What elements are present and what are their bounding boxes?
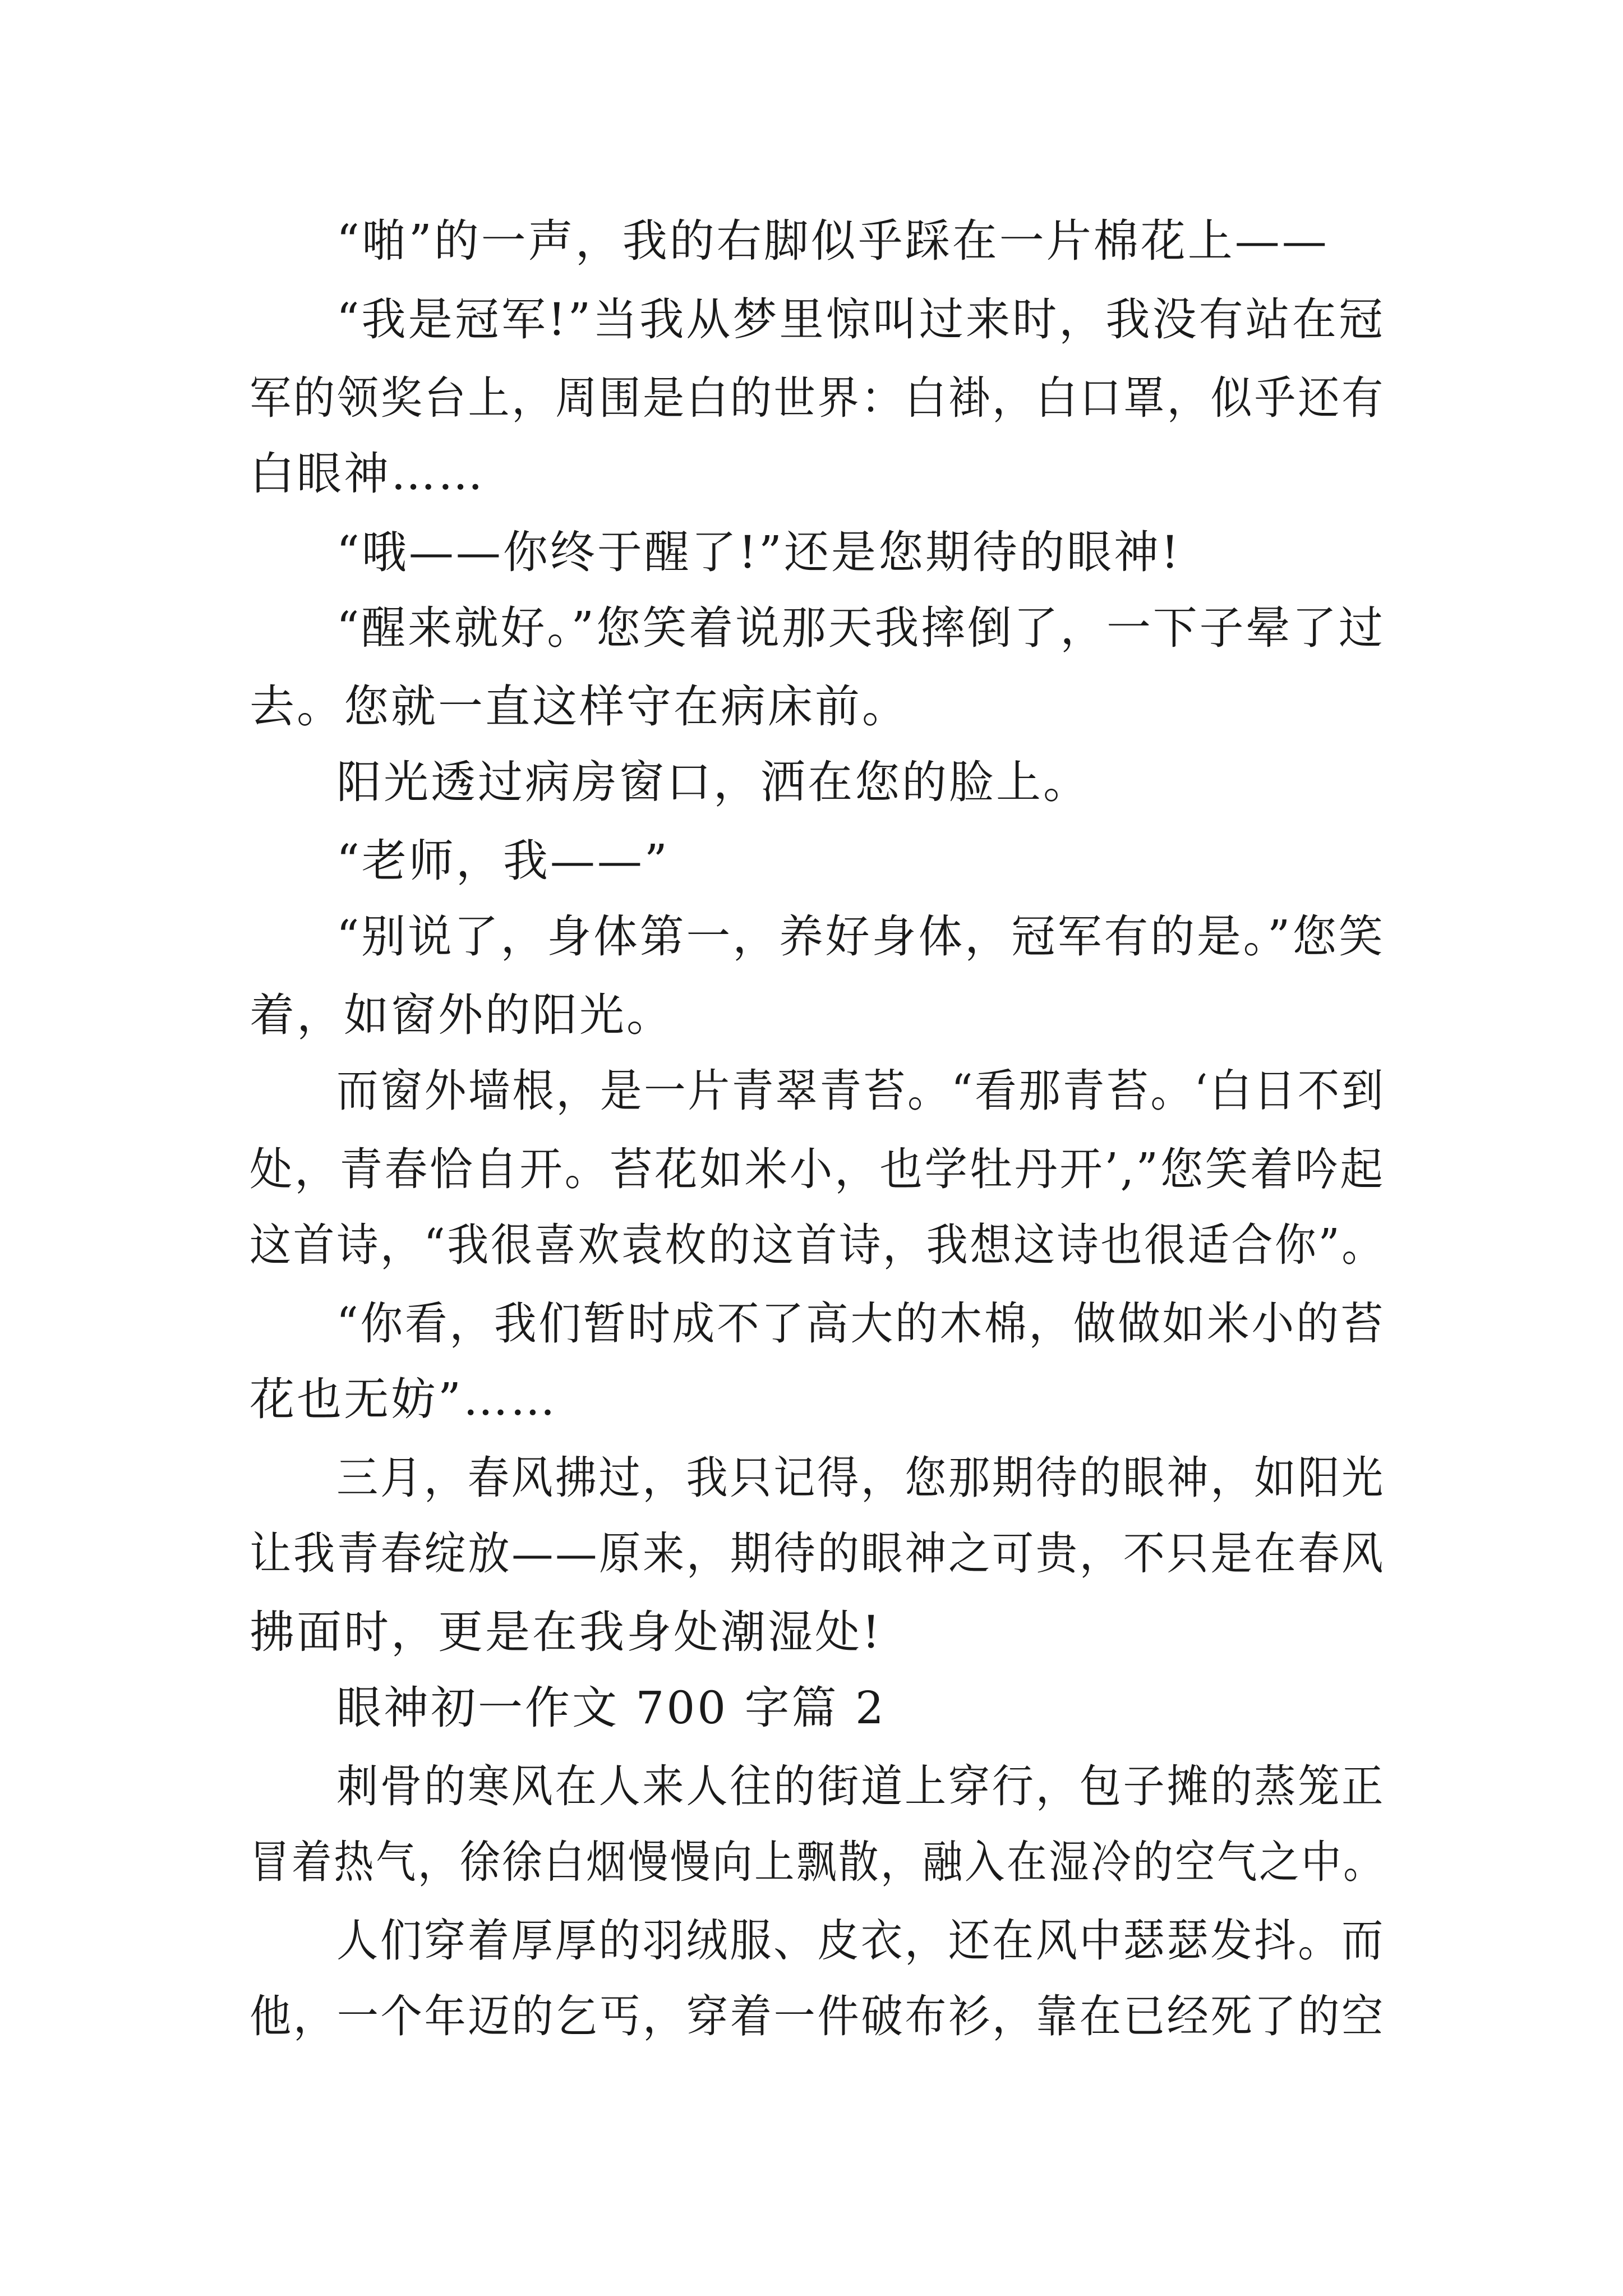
essay-line: “老师，我——” — [336, 835, 670, 887]
essay-line: 白眼神…… — [250, 448, 485, 500]
essay-line: 冒着热气，徐徐白烟慢慢向上飘散，融入在湿冷的空气之中。 — [250, 1836, 1386, 1888]
essay-line: “别说了，身体第一，养好身体，冠军有的是。”您笑 — [336, 910, 1385, 963]
essay-line: 阳光透过病房窗口，洒在您的脸上。 — [336, 756, 1090, 808]
essay-line: 三月，春风拂过，我只记得，您那期待的眼神，如阳光 — [336, 1452, 1386, 1504]
essay-section-heading: 眼神初一作文 700 字篇 2 — [336, 1682, 886, 1734]
essay-line: 刺骨的寒风在人来人往的街道上穿行，包子摊的蒸笼正 — [336, 1760, 1386, 1812]
essay-line: 这首诗，“我很喜欢袁枚的这首诗，我想这诗也很适合你”。 — [250, 1219, 1385, 1271]
essay-line: 让我青春绽放——原来，期待的眼神之可贵，不只是在春风 — [250, 1527, 1386, 1580]
essay-line: 着，如窗外的阳光。 — [250, 989, 674, 1041]
essay-line: “哦——你终于醒了!”还是您期待的眼神! — [336, 526, 1182, 578]
essay-line: “我是冠军!”当我从梦里惊叫过来时，我没有站在冠 — [336, 293, 1385, 346]
essay-line: 人们穿着厚厚的羽绒服、皮衣，还在风中瑟瑟发抖。而 — [336, 1915, 1386, 1967]
essay-line: 军的领奖台上，周围是白的世界：白褂，白口罩，似乎还有 — [250, 372, 1386, 424]
essay-line: 花也无妨”…… — [250, 1373, 557, 1425]
essay-line: “啪”的一声，我的右脚似乎踩在一片棉花上—— — [336, 215, 1329, 267]
essay-line: 而窗外墙根，是一片青翠青苔。“看那青苔。‘白日不到 — [336, 1065, 1386, 1117]
essay-line: 他，一个年迈的乞丐，穿着一件破布衫，靠在已经死了的空 — [250, 1990, 1386, 2042]
essay-line: 去。您就一直这样守在病床前。 — [250, 680, 909, 733]
essay-line: 处，青春恰自开。苔花如米小，也学牡丹开’,”您笑着吟起 — [250, 1143, 1385, 1195]
essay-line: 拂面时，更是在我身处潮湿处! — [250, 1606, 883, 1658]
essay-line: “醒来就好。”您笑着说那天我摔倒了，一下子晕了过 — [336, 602, 1385, 654]
essay-line: “你看，我们暂时成不了高大的木棉，做做如米小的苔 — [336, 1297, 1385, 1350]
